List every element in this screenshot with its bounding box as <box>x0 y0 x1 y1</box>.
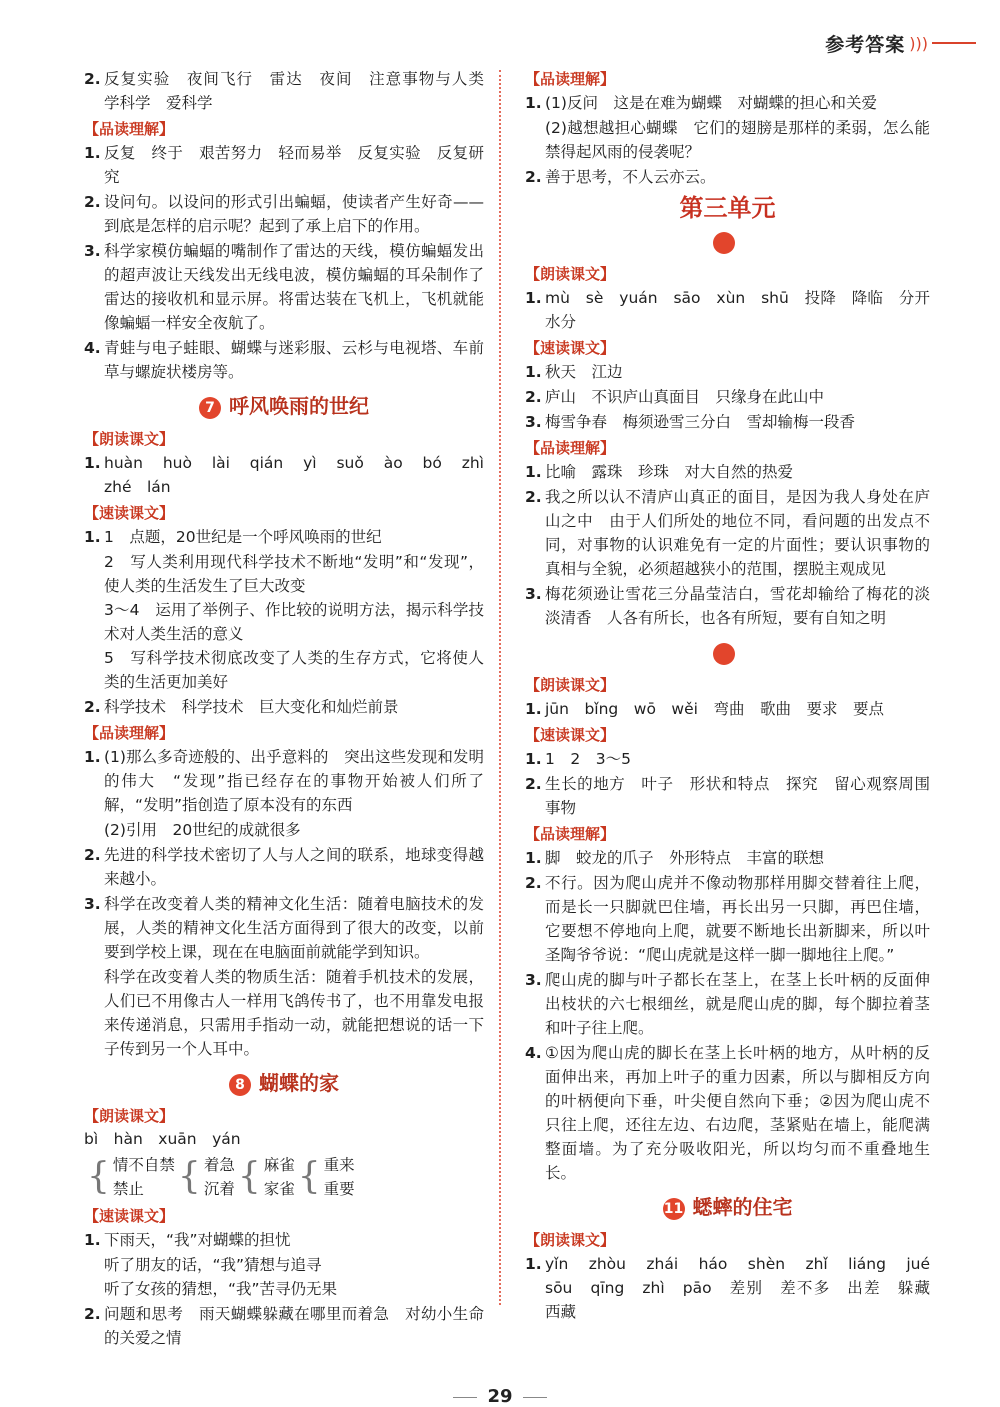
brace-icon: { <box>237 1156 261 1197</box>
item-number: 2. <box>84 698 101 716</box>
item-text: 1 点题，20世纪是一个呼风唤雨的世纪 <box>104 528 382 546</box>
lesson-number-badge: 8 <box>229 1074 251 1096</box>
left-column <box>84 66 500 1351</box>
item-number: 1. <box>525 94 542 112</box>
item-text: 科学技术 科学技术 巨大变化和灿烂前景 <box>104 698 399 716</box>
lesson-title <box>525 1191 930 1223</box>
lesson-title <box>84 390 484 422</box>
footer-dash <box>453 1397 477 1398</box>
answer-item <box>84 190 484 238</box>
lesson-number-badge <box>713 643 735 665</box>
item-text: (1)那么多奇迹般的、出乎意料的 突出这些发现和发明的伟大 “发现”指已经存在的事物开始被人们所了解，“发明”指创造了原本没有的东西 <box>104 748 484 814</box>
section-tag: 【速读课文】 <box>84 1207 175 1225</box>
word: 麻雀 <box>263 1156 295 1174</box>
lesson-number-badge: 7 <box>199 397 221 419</box>
word-pair <box>204 1153 235 1201</box>
section-tag: 【品读理解】 <box>525 825 616 843</box>
item-text: 庐山 不识庐山真面目 只缘身在此山中 <box>545 388 825 406</box>
item-number: 3. <box>525 585 542 603</box>
item-number: 1. <box>84 144 101 162</box>
answer-item <box>84 525 484 549</box>
item-number: 1. <box>525 463 542 481</box>
word-pair <box>324 1153 355 1201</box>
answer-item <box>84 1228 484 1252</box>
item-text: 爬山虎的脚与叶子都长在茎上，在茎上长叶柄的反面伸出枝状的六七根细丝，就是爬山虎的脚，每个脚拉着茎和叶子往上爬。 <box>545 971 930 1037</box>
item-text: 秋天 江边 <box>545 363 623 381</box>
pinyin-line: bì hàn xuān yán <box>84 1130 241 1148</box>
answer-item <box>525 846 930 870</box>
item-text: 脚 蛟龙的爪子 外形特点 丰富的联想 <box>545 849 825 867</box>
answer-subline: 3～4 运用了举例子、作比较的说明方法，揭示科学技术对人类生活的意义 <box>104 601 484 643</box>
item-text: 先进的科学技术密切了人与人之间的联系，地球变得越来越小。 <box>104 846 484 888</box>
answer-subline: (2)引用 20世纪的成就很多 <box>104 821 301 839</box>
item-text: 梅花须逊让雪花三分晶莹洁白，雪花却输给了梅花的淡淡清香 人各有所长，也各有所短，要有自知之明 <box>545 585 930 627</box>
answer-subline: 5 写科学技术彻底改变了人类的生存方式，它将使人类的生活更加美好 <box>104 649 484 691</box>
section-tag: 【品读理解】 <box>525 70 616 88</box>
word: 重要 <box>323 1180 355 1198</box>
item-text: 生长的地方 叶子 形状和特点 探究 留心观察周围事物 <box>545 775 930 817</box>
answer-item <box>84 1302 484 1350</box>
item-text: 科学家模仿蝙蝠的嘴制作了雷达的天线，模仿蝙蝠发出的超声波让天线发出无线电波，模仿蝙蝠的耳朵制作了雷达的接收机和显示屏。将雷达装在飞机上，飞机就能像蝙蝠一样安全夜航了。 <box>104 242 484 332</box>
footer-dash <box>523 1397 547 1398</box>
answer-item <box>525 968 930 1040</box>
answer-item <box>525 286 946 334</box>
answer-item <box>84 67 500 115</box>
item-text: 设问句。以设问的形式引出蝙蝠，使读者产生好奇——到底是怎样的启示呢？起到了承上启下的作用。 <box>104 193 484 235</box>
section-tag: 【朗读课文】 <box>84 430 175 448</box>
lesson-title <box>84 1067 484 1099</box>
page-footer <box>0 1386 1000 1407</box>
item-text: 问题和思考 雨天蝴蝶躲藏在哪里而着急 对幼小生命的关爱之情 <box>104 1305 484 1347</box>
item-text: 下雨天，“我”对蝴蝶的担忧 <box>104 1231 291 1249</box>
section-tag: 【速读课文】 <box>525 726 616 744</box>
item-text: 不行。因为爬山虎并不像动物那样用脚交替着往上爬，而是长一只脚就巴住墙，再长出另一只脚，再巴住墙，它要想不停地向上爬，就要不断地长出新脚来，所以叶圣陶爷爷说：“爬山虎就是这样一脚一脚地往上爬。” <box>545 874 930 964</box>
item-number: 2. <box>525 168 542 186</box>
item-text: 我之所以认不清庐山真正的面目，是因为我人身处在庐山之中 由于人们所处的地位不同，看问题的出发点不同，对事物的认识难免有一定的片面性；要认识事物的真相与全貌，必须超越狭小的范围，摆脱主观成见 <box>545 488 930 578</box>
lesson-number-badge <box>713 232 735 254</box>
word: 重来 <box>323 1156 355 1174</box>
item-text: (1)反问 这是在难为蝴蝶 对蝴蝶的担心和关爱 <box>545 94 877 112</box>
item-text: 1 2 3～5 <box>545 750 631 768</box>
right-column <box>525 66 946 1325</box>
item-number: 1. <box>525 289 542 307</box>
word: 沉着 <box>203 1180 235 1198</box>
answer-item <box>525 385 930 409</box>
lesson-title <box>525 225 930 257</box>
item-number: 4. <box>525 1044 542 1062</box>
answer-item <box>525 697 930 721</box>
brace-icon: { <box>177 1156 201 1197</box>
answer-subline: 听了朋友的话，“我”猜想与追寻 <box>104 1256 322 1274</box>
section-tag: 【朗读课文】 <box>525 1231 616 1249</box>
answer-subline: 科学在改变着人类的物质生活：随着手机技术的发展，人们已不用像古人一样用飞鸽传书了，也不用靠发电报来传递消息，只需用手指动一动，就能把想说的话一下子传到另一个人耳中。 <box>104 968 484 1058</box>
item-number: 1. <box>525 1255 542 1273</box>
item-text: ①因为爬山虎的脚长在茎上长叶柄的地方，从叶柄的反面伸出来，再加上叶子的重力因素，所以与脚相反方向的叶柄便向下垂，叶尖便自然向下垂；②因为爬山虎不只往上爬，还往左边、右边爬，茎紧贴在墙上，能爬满整面墙。为了充分吸收阳光，所以均匀而不重叠地生长。 <box>545 1044 930 1182</box>
answer-item <box>525 485 930 581</box>
item-number: 1. <box>84 528 101 546</box>
item-number: 2. <box>525 488 542 506</box>
item-text: huàn huò lài qián yì suǒ ào bó zhì zhé lán <box>104 454 500 496</box>
item-number: 1. <box>84 1231 101 1249</box>
item-number: 3. <box>525 413 542 431</box>
section-tag: 【品读理解】 <box>84 120 175 138</box>
answer-item <box>525 747 930 771</box>
word: 着急 <box>203 1156 235 1174</box>
item-number: 2. <box>84 1305 101 1323</box>
lesson-title <box>525 636 930 668</box>
answer-item <box>525 871 930 967</box>
item-number: 2. <box>84 193 101 211</box>
item-number: 4. <box>84 339 101 357</box>
answer-item <box>84 695 484 719</box>
item-number: 2. <box>525 388 542 406</box>
answer-item <box>525 582 930 630</box>
lesson-title-text: 蟋蟀的住宅 <box>692 1195 793 1219</box>
item-number: 1. <box>525 750 542 768</box>
item-number: 2. <box>84 70 101 88</box>
word: 禁止 <box>112 1180 144 1198</box>
brace-icon: { <box>87 1156 110 1197</box>
answer-item <box>525 772 930 820</box>
item-text: 比喻 露珠 珍珠 对大自然的热爱 <box>545 463 794 481</box>
item-number: 3. <box>525 971 542 989</box>
answer-item <box>84 745 484 817</box>
item-text: 梅雪争春 梅须逊雪三分白 雪却输梅一段香 <box>545 413 856 431</box>
answer-item <box>525 460 930 484</box>
item-number: 3. <box>84 242 101 260</box>
item-text: 善于思考，不人云亦云。 <box>545 168 716 186</box>
answer-item <box>525 1252 946 1324</box>
page-header <box>825 28 976 58</box>
answer-item <box>525 1041 930 1185</box>
answer-item <box>525 410 930 434</box>
lesson-title-text: 蝴蝶的家 <box>259 1071 339 1095</box>
word-pair <box>113 1153 175 1201</box>
section-tag: 【朗读课文】 <box>525 676 616 694</box>
section-tag: 【朗读课文】 <box>525 265 616 283</box>
answer-item <box>525 360 930 384</box>
item-text: 反复 终于 艰苦努力 轻而易举 反复实验 反复研究 <box>104 144 484 186</box>
answer-subline: 2 写人类利用现代科学技术不断地“发明”和“发现”，使人类的生活发生了巨大改变 <box>104 553 484 595</box>
item-text: 青蛙与电子蛙眼、蝴蝶与迷彩服、云杉与电视塔、车前草与螺旋状楼房等。 <box>104 339 484 381</box>
section-tag: 【品读理解】 <box>84 724 175 742</box>
lesson-title-text: 呼风唤雨的世纪 <box>229 394 369 418</box>
header-title: 参考答案 <box>825 33 906 56</box>
answer-item <box>525 165 930 189</box>
item-number: 1. <box>84 748 101 766</box>
lesson-number-badge: 11 <box>663 1198 685 1220</box>
answer-item <box>84 451 500 499</box>
word-pair <box>264 1153 295 1201</box>
section-tag: 【品读理解】 <box>525 439 616 457</box>
section-tag: 【朗读课文】 <box>84 1107 175 1125</box>
header-rule <box>932 42 976 44</box>
unit-heading: 第三单元 <box>679 194 776 222</box>
word: 家雀 <box>263 1180 295 1198</box>
item-number: 1. <box>525 849 542 867</box>
item-number: 1. <box>84 454 101 472</box>
brace-icon: { <box>297 1156 321 1197</box>
column-divider <box>499 70 501 1305</box>
answer-item <box>84 336 484 384</box>
item-number: 2. <box>525 775 542 793</box>
answer-item <box>84 141 484 189</box>
section-tag: 【速读课文】 <box>525 339 616 357</box>
answer-item <box>84 843 484 891</box>
item-number: 1. <box>525 700 542 718</box>
item-text: yǐn zhòu zhái háo shèn zhǐ liáng jué sōu qīng zhì pāo 差别 差不多 出差 躲藏 西藏 <box>545 1255 946 1321</box>
answer-subline: (2)越想越担心蝴蝶 它们的翅膀是那样的柔弱，怎么能禁得起风雨的侵袭呢？ <box>545 119 930 161</box>
sound-wave-icon: ))) <box>909 33 928 53</box>
page-number: 29 <box>487 1386 513 1407</box>
answer-item <box>84 892 484 964</box>
item-number: 3. <box>84 895 101 913</box>
answer-item <box>525 91 930 115</box>
item-text: 科学在改变着人类的精神文化生活：随着电脑技术的发展，人类的精神文化生活方面得到了很大的改变，以前要到学校上课，现在在电脑面前就能学到知识。 <box>104 895 484 961</box>
answer-subline: 听了女孩的猜想，“我”苦寻仍无果 <box>104 1280 338 1298</box>
item-number: 2. <box>84 846 101 864</box>
word: 情不自禁 <box>112 1156 175 1174</box>
answer-item <box>84 239 484 335</box>
section-tag: 【速读课文】 <box>84 504 175 522</box>
item-text: mù sè yuán sāo xùn shū 投降 降临 分开 水分 <box>545 289 946 331</box>
item-text: jūn bǐng wō wěi 弯曲 歌曲 要求 要点 <box>545 700 884 718</box>
item-number: 1. <box>525 363 542 381</box>
word-groups <box>84 1153 484 1201</box>
item-number: 2. <box>525 874 542 892</box>
item-text: 反复实验 夜间飞行 雷达 夜间 注意事物与人类 学科学 爱科学 <box>104 70 500 112</box>
